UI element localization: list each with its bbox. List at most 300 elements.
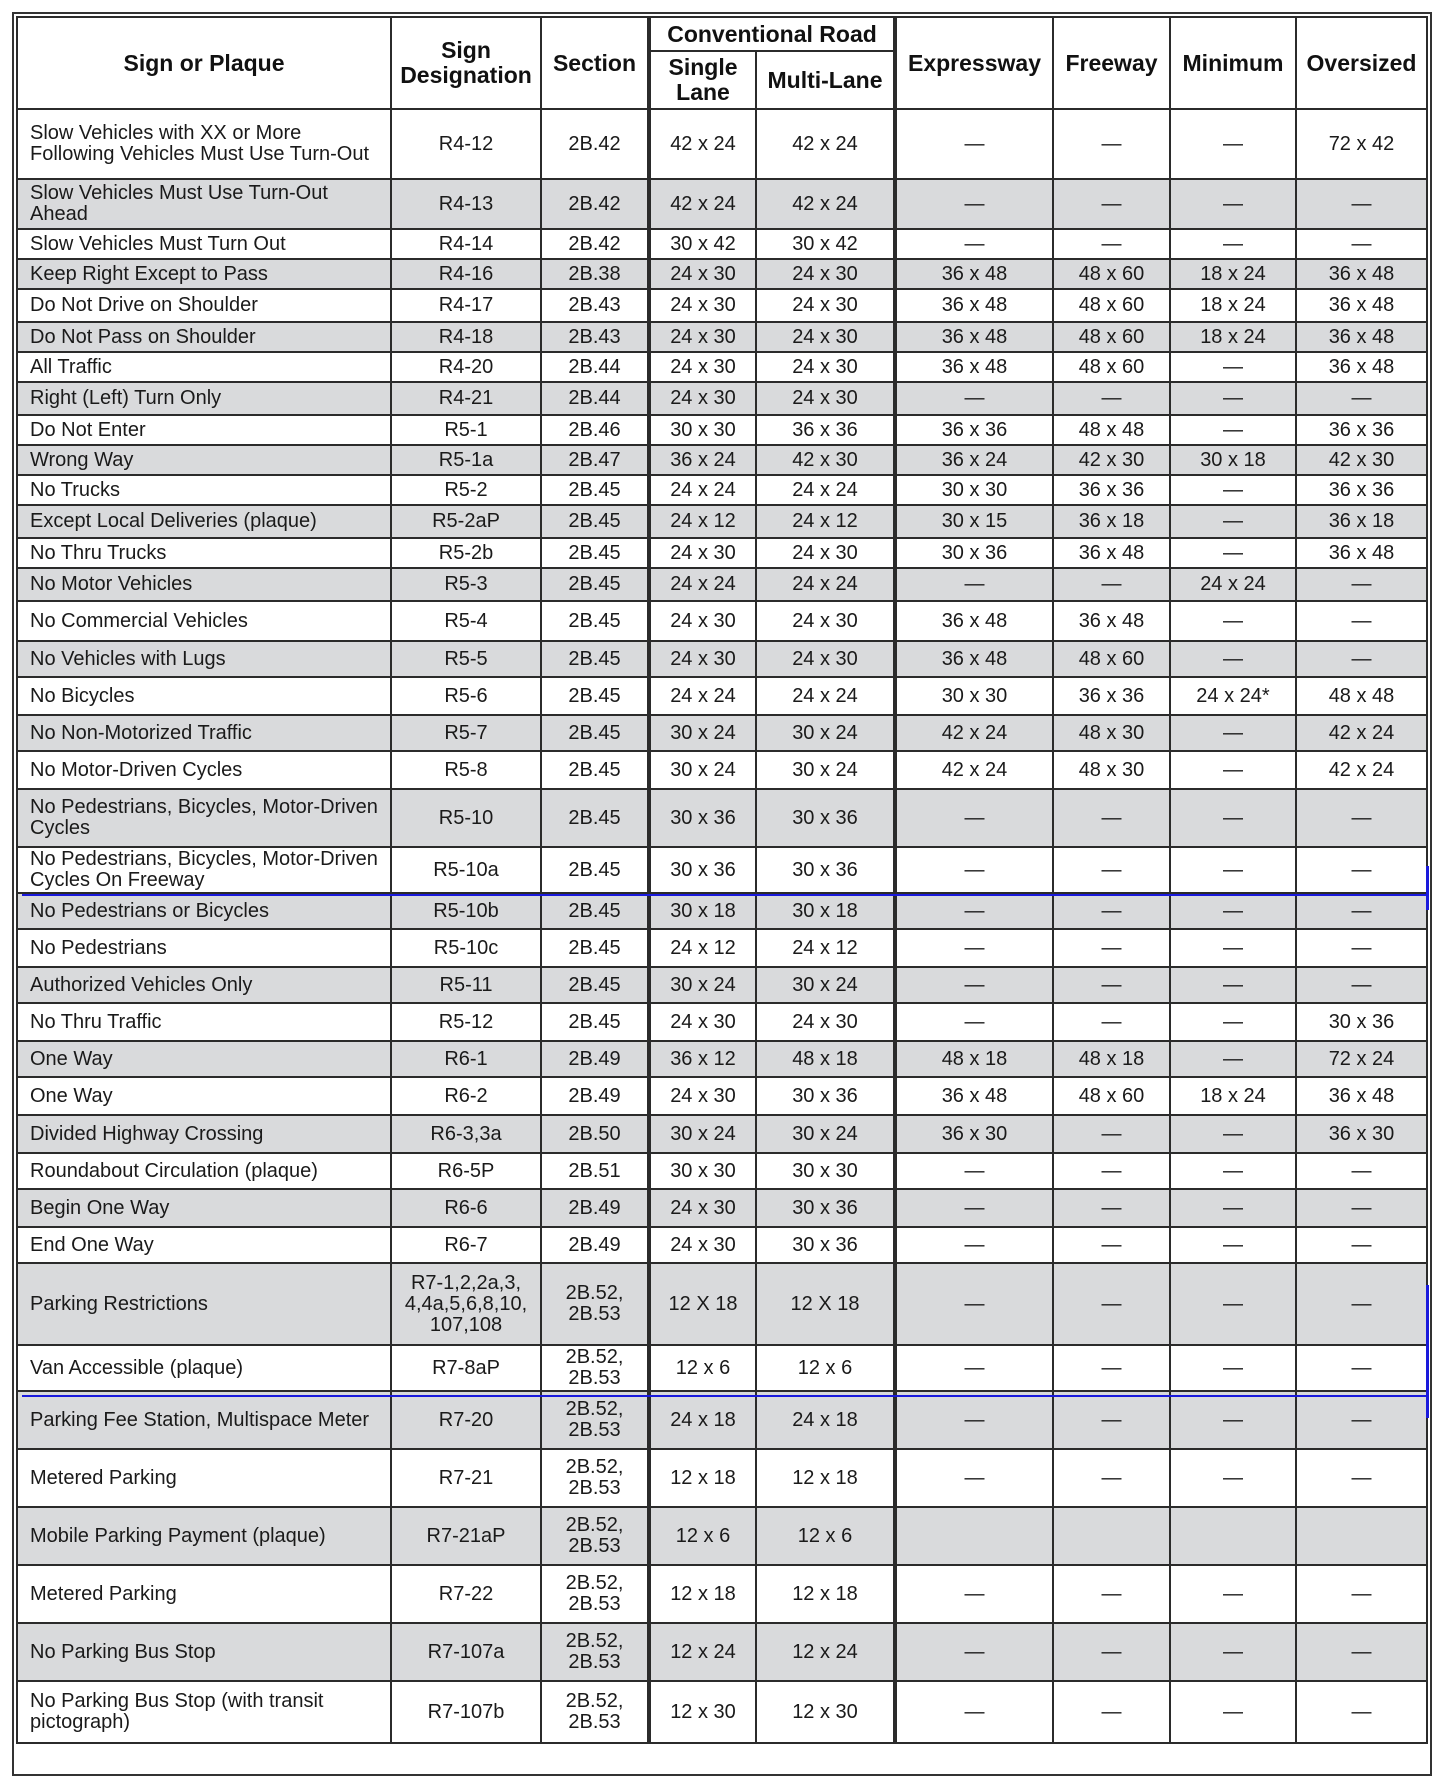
- cell-sign-name: Do Not Pass on Shoulder: [17, 322, 391, 352]
- cell-freeway: —: [1053, 1003, 1170, 1041]
- cell-single-lane: 36 x 12: [649, 1041, 756, 1077]
- cell-designation: R6-5P: [391, 1153, 541, 1189]
- cell-freeway: —: [1053, 109, 1170, 179]
- cell-minimum: —: [1170, 538, 1296, 568]
- cell-designation: R4-20: [391, 352, 541, 382]
- cell-expressway: —: [895, 1449, 1053, 1507]
- cell-sign-name: Parking Fee Station, Multispace Meter: [17, 1391, 391, 1449]
- cell-freeway: —: [1053, 1681, 1170, 1743]
- cell-sign-name: No Pedestrians, Bicycles, Motor-Driven Cycles: [17, 789, 391, 847]
- cell-freeway: —: [1053, 1391, 1170, 1449]
- cell-oversized: 36 x 48: [1296, 538, 1427, 568]
- cell-multi-lane: 30 x 36: [756, 1077, 895, 1115]
- cell-sign-name: No Thru Trucks: [17, 538, 391, 568]
- table-row: [17, 789, 1427, 847]
- cell-minimum: —: [1170, 1391, 1296, 1449]
- cell-multi-lane: 12 x 24: [756, 1623, 895, 1681]
- cell-expressway: —: [895, 1263, 1053, 1345]
- cell-sign-name: Metered Parking: [17, 1565, 391, 1623]
- cell-oversized: 30 x 36: [1296, 1003, 1427, 1041]
- cell-expressway: 36 x 48: [895, 601, 1053, 641]
- cell-sign-name: No Thru Traffic: [17, 1003, 391, 1041]
- cell-multi-lane: 30 x 24: [756, 1115, 895, 1153]
- table-row: [17, 415, 1427, 445]
- cell-expressway: 36 x 48: [895, 322, 1053, 352]
- cell-designation: R4-21: [391, 382, 541, 415]
- cell-section: 2B.47: [541, 445, 649, 475]
- cell-designation: R5-11: [391, 967, 541, 1003]
- cell-section: 2B.49: [541, 1227, 649, 1263]
- cell-designation: R5-10c: [391, 929, 541, 967]
- table-row: [17, 1115, 1427, 1153]
- cell-minimum: —: [1170, 475, 1296, 505]
- cell-designation: R5-10b: [391, 893, 541, 929]
- cell-designation: R4-13: [391, 179, 541, 229]
- cell-section: 2B.45: [541, 847, 649, 893]
- cell-oversized: —: [1296, 1189, 1427, 1227]
- cell-designation: R5-2b: [391, 538, 541, 568]
- cell-section: 2B.45: [541, 641, 649, 677]
- cell-designation: R5-1a: [391, 445, 541, 475]
- cell-section: 2B.52, 2B.53: [541, 1565, 649, 1623]
- cell-sign-name: No Motor Vehicles: [17, 568, 391, 601]
- cell-freeway: 36 x 48: [1053, 538, 1170, 568]
- cell-designation: R5-1: [391, 415, 541, 445]
- cell-section: 2B.49: [541, 1077, 649, 1115]
- cell-single-lane: 30 x 24: [649, 1115, 756, 1153]
- table-row: [17, 445, 1427, 475]
- cell-freeway: 48 x 18: [1053, 1041, 1170, 1077]
- cell-sign-name: Slow Vehicles with XX or More Following Vehicles Must Use Turn-Out: [17, 109, 391, 179]
- cell-multi-lane: 24 x 18: [756, 1391, 895, 1449]
- cell-oversized: 48 x 48: [1296, 677, 1427, 715]
- cell-multi-lane: 30 x 42: [756, 229, 895, 259]
- cell-single-lane: 12 x 6: [649, 1507, 756, 1565]
- cell-oversized: —: [1296, 1227, 1427, 1263]
- table-row: [17, 538, 1427, 568]
- table-row: [17, 289, 1427, 322]
- cell-expressway: —: [895, 1345, 1053, 1391]
- table-row: [17, 751, 1427, 789]
- strikethrough-line: [22, 894, 1428, 896]
- cell-freeway: 48 x 60: [1053, 259, 1170, 289]
- cell-oversized: —: [1296, 1263, 1427, 1345]
- cell-section: 2B.45: [541, 1003, 649, 1041]
- cell-designation: R7-21: [391, 1449, 541, 1507]
- cell-section: 2B.45: [541, 893, 649, 929]
- cell-single-lane: 30 x 24: [649, 751, 756, 789]
- table-row: [17, 677, 1427, 715]
- table-row: [17, 1681, 1427, 1743]
- cell-freeway: —: [1053, 893, 1170, 929]
- cell-freeway: —: [1053, 382, 1170, 415]
- cell-section: 2B.44: [541, 382, 649, 415]
- cell-multi-lane: 30 x 30: [756, 1153, 895, 1189]
- cell-minimum: —: [1170, 1623, 1296, 1681]
- cell-expressway: —: [895, 1391, 1053, 1449]
- cell-oversized: 42 x 24: [1296, 751, 1427, 789]
- cell-section: 2B.46: [541, 415, 649, 445]
- cell-sign-name: No Pedestrians or Bicycles: [17, 893, 391, 929]
- cell-minimum: —: [1170, 1565, 1296, 1623]
- cell-section: 2B.42: [541, 229, 649, 259]
- cell-oversized: —: [1296, 1345, 1427, 1391]
- header-conventional-road: Conventional Road: [649, 17, 895, 51]
- cell-oversized: 42 x 24: [1296, 715, 1427, 751]
- cell-sign-name: No Pedestrians: [17, 929, 391, 967]
- cell-minimum: —: [1170, 1263, 1296, 1345]
- cell-oversized: 36 x 48: [1296, 352, 1427, 382]
- cell-freeway: 48 x 48: [1053, 415, 1170, 445]
- cell-multi-lane: 30 x 24: [756, 967, 895, 1003]
- cell-minimum: —: [1170, 505, 1296, 538]
- cell-designation: R5-2aP: [391, 505, 541, 538]
- cell-single-lane: 30 x 18: [649, 893, 756, 929]
- cell-freeway: —: [1053, 1115, 1170, 1153]
- cell-oversized: —: [1296, 1565, 1427, 1623]
- cell-sign-name: Slow Vehicles Must Use Turn-Out Ahead: [17, 179, 391, 229]
- cell-section: 2B.49: [541, 1041, 649, 1077]
- cell-section: 2B.52, 2B.53: [541, 1391, 649, 1449]
- cell-minimum: —: [1170, 1115, 1296, 1153]
- cell-minimum: —: [1170, 641, 1296, 677]
- cell-oversized: —: [1296, 1623, 1427, 1681]
- cell-single-lane: 24 x 30: [649, 322, 756, 352]
- cell-expressway: 36 x 48: [895, 641, 1053, 677]
- cell-multi-lane: 24 x 30: [756, 289, 895, 322]
- cell-single-lane: 24 x 30: [649, 1003, 756, 1041]
- header-minimum: Minimum: [1170, 17, 1296, 109]
- table-header: [17, 17, 1427, 109]
- cell-expressway: 48 x 18: [895, 1041, 1053, 1077]
- cell-minimum: 30 x 18: [1170, 445, 1296, 475]
- cell-sign-name: Divided Highway Crossing: [17, 1115, 391, 1153]
- cell-minimum: —: [1170, 789, 1296, 847]
- cell-expressway: —: [895, 1565, 1053, 1623]
- cell-expressway: —: [895, 229, 1053, 259]
- table-row: [17, 1153, 1427, 1189]
- cell-section: 2B.45: [541, 967, 649, 1003]
- cell-expressway: 30 x 30: [895, 475, 1053, 505]
- cell-designation: R7-8aP: [391, 1345, 541, 1391]
- cell-designation: R4-12: [391, 109, 541, 179]
- cell-multi-lane: 24 x 12: [756, 929, 895, 967]
- cell-single-lane: 24 x 30: [649, 641, 756, 677]
- cell-single-lane: 12 x 18: [649, 1565, 756, 1623]
- cell-designation: R7-20: [391, 1391, 541, 1449]
- cell-sign-name: Begin One Way: [17, 1189, 391, 1227]
- table-row: [17, 967, 1427, 1003]
- cell-multi-lane: 24 x 30: [756, 352, 895, 382]
- table-row: [17, 893, 1427, 929]
- cell-single-lane: 24 x 30: [649, 601, 756, 641]
- cell-expressway: 36 x 48: [895, 1077, 1053, 1115]
- cell-sign-name: No Trucks: [17, 475, 391, 505]
- cell-minimum: —: [1170, 1003, 1296, 1041]
- cell-expressway: 30 x 36: [895, 538, 1053, 568]
- cell-expressway: —: [895, 568, 1053, 601]
- cell-section: 2B.45: [541, 475, 649, 505]
- cell-section: 2B.45: [541, 677, 649, 715]
- cell-freeway: 48 x 60: [1053, 352, 1170, 382]
- cell-oversized: —: [1296, 789, 1427, 847]
- cell-single-lane: 24 x 30: [649, 259, 756, 289]
- cell-expressway: —: [895, 1681, 1053, 1743]
- cell-designation: R7-21aP: [391, 1507, 541, 1565]
- cell-minimum: —: [1170, 967, 1296, 1003]
- cell-sign-name: End One Way: [17, 1227, 391, 1263]
- cell-multi-lane: 30 x 36: [756, 1227, 895, 1263]
- cell-multi-lane: 24 x 30: [756, 641, 895, 677]
- cell-minimum: 18 x 24: [1170, 259, 1296, 289]
- table-row: [17, 179, 1427, 229]
- cell-minimum: —: [1170, 1345, 1296, 1391]
- cell-minimum: —: [1170, 751, 1296, 789]
- table-row: [17, 568, 1427, 601]
- cell-oversized: 36 x 48: [1296, 259, 1427, 289]
- cell-oversized: 36 x 30: [1296, 1115, 1427, 1153]
- header-multi-lane: Multi-Lane: [756, 51, 895, 109]
- cell-minimum: —: [1170, 1189, 1296, 1227]
- cell-freeway: —: [1053, 1565, 1170, 1623]
- cell-oversized: —: [1296, 847, 1427, 893]
- cell-section: 2B.44: [541, 352, 649, 382]
- cell-expressway: 42 x 24: [895, 715, 1053, 751]
- cell-expressway: —: [895, 847, 1053, 893]
- cell-freeway: [1053, 1507, 1170, 1565]
- cell-multi-lane: 30 x 36: [756, 1189, 895, 1227]
- cell-designation: R6-1: [391, 1041, 541, 1077]
- cell-single-lane: 12 x 30: [649, 1681, 756, 1743]
- cell-multi-lane: 24 x 24: [756, 568, 895, 601]
- cell-minimum: —: [1170, 229, 1296, 259]
- cell-single-lane: 24 x 30: [649, 382, 756, 415]
- cell-minimum: 24 x 24: [1170, 568, 1296, 601]
- table-row: [17, 505, 1427, 538]
- cell-sign-name: No Bicycles: [17, 677, 391, 715]
- cell-minimum: 18 x 24: [1170, 1077, 1296, 1115]
- cell-section: 2B.51: [541, 1153, 649, 1189]
- cell-multi-lane: 48 x 18: [756, 1041, 895, 1077]
- cell-designation: R7-107b: [391, 1681, 541, 1743]
- cell-designation: R4-14: [391, 229, 541, 259]
- cell-expressway: —: [895, 1003, 1053, 1041]
- cell-freeway: 48 x 30: [1053, 751, 1170, 789]
- cell-designation: R5-2: [391, 475, 541, 505]
- cell-minimum: —: [1170, 929, 1296, 967]
- cell-sign-name: No Parking Bus Stop (with transit pictograph): [17, 1681, 391, 1743]
- cell-minimum: [1170, 1507, 1296, 1565]
- cell-single-lane: 24 x 12: [649, 929, 756, 967]
- cell-expressway: 36 x 48: [895, 352, 1053, 382]
- cell-single-lane: 12 x 24: [649, 1623, 756, 1681]
- cell-oversized: —: [1296, 179, 1427, 229]
- cell-designation: R7-1,2,2a,3, 4,4a,5,6,8,10, 107,108: [391, 1263, 541, 1345]
- cell-freeway: —: [1053, 1189, 1170, 1227]
- cell-section: 2B.45: [541, 751, 649, 789]
- cell-freeway: 48 x 30: [1053, 715, 1170, 751]
- table-row: [17, 109, 1427, 179]
- cell-oversized: 72 x 24: [1296, 1041, 1427, 1077]
- cell-multi-lane: 24 x 30: [756, 1003, 895, 1041]
- change-bar: [1426, 866, 1429, 910]
- cell-freeway: 48 x 60: [1053, 1077, 1170, 1115]
- cell-minimum: —: [1170, 1153, 1296, 1189]
- cell-section: 2B.45: [541, 601, 649, 641]
- cell-oversized: 36 x 48: [1296, 1077, 1427, 1115]
- cell-freeway: 42 x 30: [1053, 445, 1170, 475]
- cell-minimum: —: [1170, 1041, 1296, 1077]
- cell-designation: R4-16: [391, 259, 541, 289]
- strikethrough-line: [22, 1395, 1428, 1397]
- table-row: [17, 601, 1427, 641]
- cell-designation: R5-8: [391, 751, 541, 789]
- cell-section: 2B.45: [541, 568, 649, 601]
- cell-section: 2B.45: [541, 505, 649, 538]
- cell-single-lane: 36 x 24: [649, 445, 756, 475]
- table-row: [17, 1003, 1427, 1041]
- table-row: [17, 382, 1427, 415]
- cell-designation: R5-12: [391, 1003, 541, 1041]
- cell-single-lane: 30 x 24: [649, 967, 756, 1003]
- cell-designation: R5-5: [391, 641, 541, 677]
- cell-section: 2B.43: [541, 289, 649, 322]
- cell-multi-lane: 24 x 30: [756, 259, 895, 289]
- header-section: Section: [541, 17, 649, 109]
- cell-expressway: 36 x 30: [895, 1115, 1053, 1153]
- cell-sign-name: Right (Left) Turn Only: [17, 382, 391, 415]
- cell-sign-name: Authorized Vehicles Only: [17, 967, 391, 1003]
- cell-expressway: 36 x 24: [895, 445, 1053, 475]
- cell-freeway: —: [1053, 1153, 1170, 1189]
- cell-designation: R4-17: [391, 289, 541, 322]
- cell-oversized: —: [1296, 1391, 1427, 1449]
- cell-oversized: 36 x 48: [1296, 289, 1427, 322]
- cell-multi-lane: 30 x 36: [756, 847, 895, 893]
- cell-minimum: —: [1170, 715, 1296, 751]
- cell-multi-lane: 12 X 18: [756, 1263, 895, 1345]
- cell-freeway: —: [1053, 1263, 1170, 1345]
- cell-multi-lane: 42 x 24: [756, 179, 895, 229]
- cell-single-lane: 24 x 24: [649, 475, 756, 505]
- cell-multi-lane: 24 x 30: [756, 382, 895, 415]
- cell-single-lane: 12 X 18: [649, 1263, 756, 1345]
- cell-multi-lane: 12 x 18: [756, 1565, 895, 1623]
- cell-single-lane: 24 x 30: [649, 289, 756, 322]
- table-row: [17, 847, 1427, 893]
- cell-oversized: 36 x 48: [1296, 322, 1427, 352]
- cell-freeway: —: [1053, 789, 1170, 847]
- cell-sign-name: No Non-Motorized Traffic: [17, 715, 391, 751]
- cell-sign-name: Metered Parking: [17, 1449, 391, 1507]
- cell-expressway: 42 x 24: [895, 751, 1053, 789]
- cell-multi-lane: 24 x 24: [756, 677, 895, 715]
- cell-section: 2B.42: [541, 109, 649, 179]
- cell-multi-lane: 42 x 30: [756, 445, 895, 475]
- cell-single-lane: 24 x 18: [649, 1391, 756, 1449]
- cell-oversized: —: [1296, 1681, 1427, 1743]
- cell-freeway: —: [1053, 229, 1170, 259]
- cell-single-lane: 24 x 30: [649, 352, 756, 382]
- cell-expressway: —: [895, 893, 1053, 929]
- cell-expressway: —: [895, 1189, 1053, 1227]
- sign-sizes-table: [16, 16, 1428, 1744]
- cell-sign-name: No Motor-Driven Cycles: [17, 751, 391, 789]
- cell-single-lane: 12 x 6: [649, 1345, 756, 1391]
- cell-oversized: [1296, 1507, 1427, 1565]
- cell-oversized: —: [1296, 967, 1427, 1003]
- cell-oversized: 36 x 36: [1296, 475, 1427, 505]
- cell-minimum: —: [1170, 847, 1296, 893]
- cell-multi-lane: 12 x 6: [756, 1345, 895, 1391]
- table-row: [17, 322, 1427, 352]
- cell-expressway: —: [895, 109, 1053, 179]
- cell-expressway: —: [895, 1227, 1053, 1263]
- cell-designation: R6-2: [391, 1077, 541, 1115]
- header-oversized: Oversized: [1296, 17, 1427, 109]
- cell-freeway: 36 x 36: [1053, 677, 1170, 715]
- cell-freeway: —: [1053, 967, 1170, 1003]
- cell-freeway: —: [1053, 568, 1170, 601]
- cell-designation: R5-6: [391, 677, 541, 715]
- change-bar: [1426, 1285, 1429, 1418]
- cell-sign-name: One Way: [17, 1041, 391, 1077]
- table-row: [17, 1227, 1427, 1263]
- cell-expressway: 36 x 36: [895, 415, 1053, 445]
- cell-freeway: 48 x 60: [1053, 641, 1170, 677]
- cell-single-lane: 30 x 30: [649, 415, 756, 445]
- cell-multi-lane: 24 x 24: [756, 475, 895, 505]
- cell-single-lane: 42 x 24: [649, 109, 756, 179]
- cell-single-lane: 24 x 24: [649, 677, 756, 715]
- cell-designation: R7-107a: [391, 1623, 541, 1681]
- cell-multi-lane: 12 x 30: [756, 1681, 895, 1743]
- table-row: [17, 1077, 1427, 1115]
- cell-sign-name: Except Local Deliveries (plaque): [17, 505, 391, 538]
- cell-sign-name: Van Accessible (plaque): [17, 1345, 391, 1391]
- cell-single-lane: 24 x 30: [649, 1189, 756, 1227]
- cell-sign-name: Keep Right Except to Pass: [17, 259, 391, 289]
- cell-section: 2B.43: [541, 322, 649, 352]
- cell-designation: R5-4: [391, 601, 541, 641]
- cell-freeway: 36 x 48: [1053, 601, 1170, 641]
- cell-minimum: —: [1170, 1449, 1296, 1507]
- cell-freeway: 48 x 60: [1053, 322, 1170, 352]
- cell-freeway: —: [1053, 179, 1170, 229]
- cell-expressway: —: [895, 179, 1053, 229]
- cell-oversized: 36 x 36: [1296, 415, 1427, 445]
- cell-minimum: —: [1170, 109, 1296, 179]
- cell-multi-lane: 24 x 30: [756, 322, 895, 352]
- cell-section: 2B.52, 2B.53: [541, 1681, 649, 1743]
- table-row: [17, 352, 1427, 382]
- cell-minimum: —: [1170, 382, 1296, 415]
- cell-oversized: —: [1296, 1449, 1427, 1507]
- cell-sign-name: No Commercial Vehicles: [17, 601, 391, 641]
- cell-freeway: —: [1053, 1623, 1170, 1681]
- cell-expressway: —: [895, 967, 1053, 1003]
- table-row: [17, 1565, 1427, 1623]
- cell-sign-name: No Parking Bus Stop: [17, 1623, 391, 1681]
- table-row: [17, 1041, 1427, 1077]
- table-row: [17, 259, 1427, 289]
- cell-single-lane: 30 x 42: [649, 229, 756, 259]
- cell-minimum: 18 x 24: [1170, 322, 1296, 352]
- cell-minimum: —: [1170, 893, 1296, 929]
- cell-sign-name: Parking Restrictions: [17, 1263, 391, 1345]
- cell-multi-lane: 24 x 30: [756, 601, 895, 641]
- cell-oversized: —: [1296, 601, 1427, 641]
